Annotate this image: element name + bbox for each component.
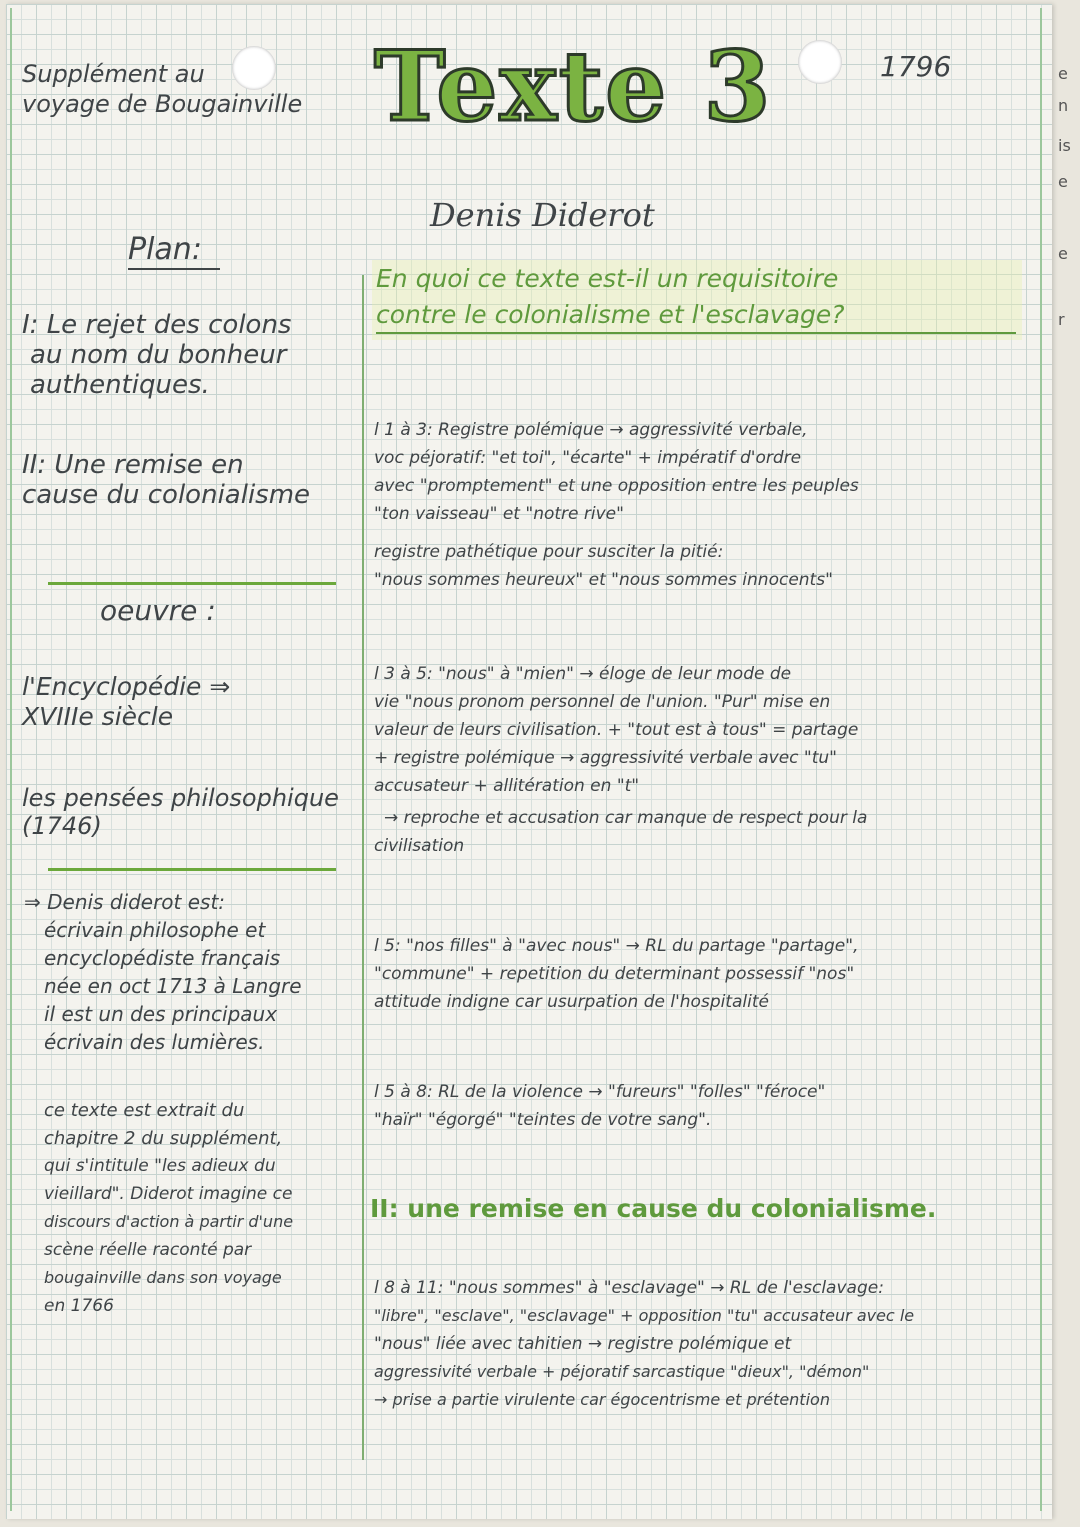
- edge-letter: is: [1058, 136, 1071, 155]
- bio-line: écrivain philosophe et: [44, 918, 266, 942]
- oeuvre-item: (1746): [22, 812, 102, 840]
- edge-letter: e: [1058, 172, 1068, 191]
- left-separator-1: [48, 582, 336, 585]
- plan-part1-line: au nom du bonheur: [30, 340, 287, 370]
- work-title-line1: Supplément au: [22, 60, 205, 88]
- part2-heading: II: une remise en cause du colonialisme.: [370, 1194, 937, 1223]
- analysis-line: avec "promptement" et une opposition entre les peuples: [374, 476, 859, 496]
- edge-letter: e: [1058, 244, 1068, 263]
- analysis-line: valeur de leurs civilisation. + "tout est à tous" = partage: [374, 720, 859, 740]
- plan-part1-line: I: Le rejet des colons: [22, 310, 292, 340]
- punch-hole-right: [798, 40, 842, 84]
- analysis-line: → prise a partie virulente car égocentrisme et prétention: [374, 1390, 830, 1409]
- analysis-line: "commune" + repetition du determinant possessif "nos": [374, 964, 855, 984]
- analysis-line: "nous" liée avec tahitien → registre polémique et: [374, 1334, 792, 1354]
- analysis-line: vie "nous pronom personnel de l'union. "Pur" mise en: [374, 692, 831, 712]
- page-title: Texte 3: [374, 30, 773, 143]
- question-line1: En quoi ce texte est-il un requisitoire: [376, 264, 839, 293]
- plan-heading: Plan:: [128, 232, 202, 267]
- bio-line: chapitre 2 du supplément,: [44, 1128, 283, 1149]
- bio-line: écrivain des lumières.: [44, 1030, 265, 1054]
- punch-hole-left: [232, 46, 276, 90]
- question-line2: contre le colonialisme et l'esclavage?: [376, 300, 845, 329]
- analysis-line: l 5: "nos filles" à "avec nous" → RL du partage "partage",: [374, 936, 859, 956]
- analysis-line: attitude indigne car usurpation de l'hospitalité: [374, 992, 769, 1012]
- page-left-margin-line: [10, 8, 12, 1511]
- analysis-line: + registre polémique → aggressivité verbale avec "tu": [374, 748, 837, 768]
- year-label: 1796: [880, 50, 952, 83]
- bio-line: encyclopédiste français: [44, 946, 281, 970]
- edge-letter: n: [1058, 96, 1069, 115]
- analysis-line: registre pathétique pour susciter la pitié:: [374, 542, 724, 562]
- analysis-line: l 5 à 8: RL de la violence → "fureurs" "folles" "féroce": [374, 1082, 826, 1102]
- edge-letter: e: [1058, 64, 1068, 83]
- bio-line: ⇒ Denis diderot est:: [24, 890, 226, 914]
- oeuvre-item: les pensées philosophique: [22, 784, 339, 812]
- analysis-line: l 3 à 5: "nous" à "mien" → éloge de leur mode de: [374, 664, 792, 684]
- plan-heading-underline: [128, 268, 220, 270]
- oeuvre-heading: oeuvre :: [100, 594, 216, 627]
- analysis-line: "libre", "esclave", "esclavage" + opposition "tu" accusateur avec le: [374, 1306, 915, 1325]
- bio-line: en 1766: [44, 1296, 114, 1316]
- analysis-line: "ton vaisseau" et "notre rive": [374, 504, 624, 524]
- oeuvre-item: l'Encyclopédie ⇒: [22, 672, 231, 701]
- oeuvre-item: XVIIIe siècle: [22, 702, 174, 731]
- column-divider: [362, 275, 364, 1460]
- analysis-line: accusateur + allitération en "t": [374, 776, 640, 796]
- edge-letter: r: [1058, 310, 1065, 329]
- bio-line: qui s'intitule "les adieux du: [44, 1156, 276, 1176]
- bio-line: ce texte est extrait du: [44, 1100, 245, 1121]
- bio-line: bougainville dans son voyage: [44, 1268, 282, 1287]
- author-name: Denis Diderot: [430, 196, 655, 234]
- question-underline: [376, 332, 1016, 334]
- left-separator-2: [48, 868, 336, 871]
- bio-line: discours d'action à partir d'une: [44, 1212, 294, 1231]
- analysis-line: l 8 à 11: "nous sommes" à "esclavage" → RL de l'esclavage:: [374, 1278, 884, 1298]
- bio-line: vieillard". Diderot imagine ce: [44, 1184, 293, 1204]
- bio-line: née en oct 1713 à Langre: [44, 974, 302, 998]
- analysis-line: l 1 à 3: Registre polémique → aggressivité verbale,: [374, 420, 808, 440]
- bio-line: il est un des principaux: [44, 1002, 278, 1026]
- analysis-line: → reproche et accusation car manque de respect pour la: [384, 808, 868, 828]
- analysis-line: voc péjoratif: "et toi", "écarte" + impératif d'ordre: [374, 448, 802, 468]
- bio-line: scène réelle raconté par: [44, 1240, 252, 1260]
- work-title-line2: voyage de Bougainville: [22, 90, 303, 118]
- plan-part2-line: II: Une remise en: [22, 450, 244, 480]
- page-right-margin-line: [1040, 8, 1042, 1511]
- analysis-line: "haïr" "égorgé" "teintes de votre sang".: [374, 1110, 712, 1130]
- analysis-line: "nous sommes heureux" et "nous sommes innocents": [374, 570, 833, 590]
- analysis-line: aggressivité verbale + péjoratif sarcastique "dieux", "démon": [374, 1362, 870, 1381]
- plan-part2-line: cause du colonialisme: [22, 480, 311, 510]
- analysis-line: civilisation: [374, 836, 465, 856]
- plan-part1-line: authentiques.: [30, 370, 210, 400]
